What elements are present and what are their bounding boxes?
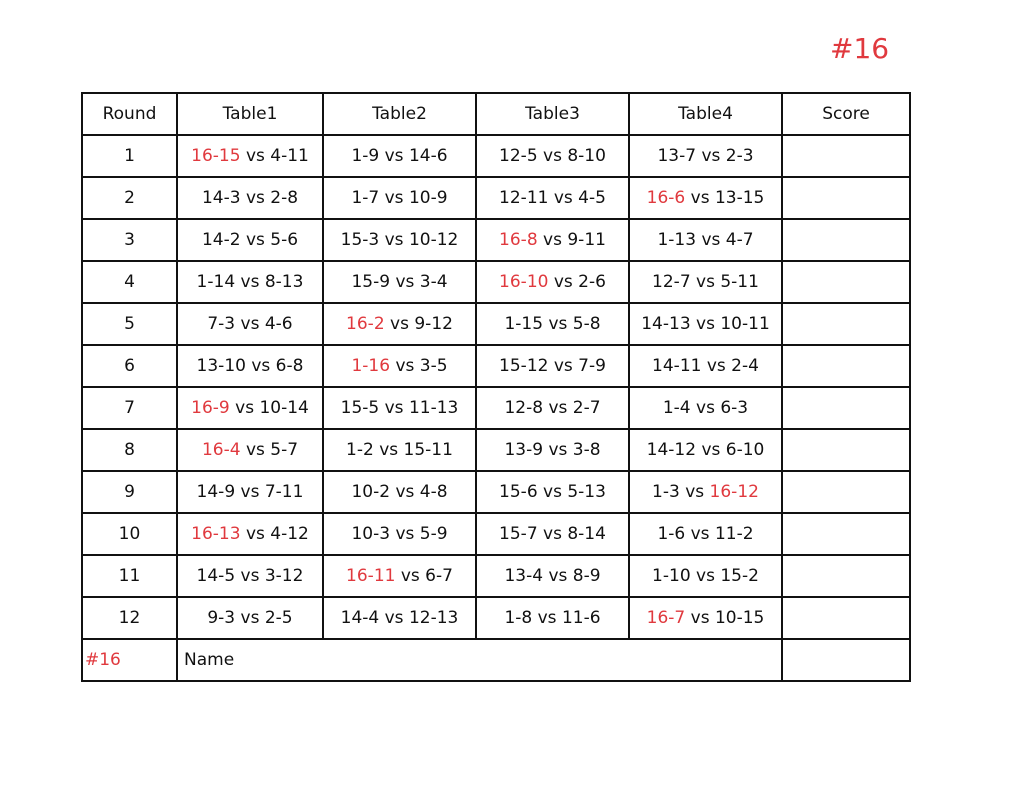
table-row bbox=[82, 597, 910, 639]
match-text: vs 3-5 bbox=[390, 356, 448, 376]
match-text: 15-6 vs 5-13 bbox=[499, 482, 606, 502]
match-cell-table2 bbox=[323, 513, 476, 555]
match-cell-table1 bbox=[177, 387, 323, 429]
match-text: 12-5 vs 8-10 bbox=[499, 146, 606, 166]
score-cell[interactable] bbox=[782, 345, 910, 387]
match-cell-table1 bbox=[177, 471, 323, 513]
match-text: 1-2 vs 15-11 bbox=[346, 440, 453, 460]
match-text: 14-2 vs 5-6 bbox=[201, 230, 299, 250]
table-row bbox=[82, 177, 910, 219]
highlight-pair: 16-13 bbox=[191, 524, 241, 544]
match-text: 10-2 vs 4-8 bbox=[351, 482, 448, 502]
match-text: 1-7 vs 10-9 bbox=[351, 188, 448, 208]
match-cell-table3 bbox=[476, 219, 629, 261]
score-cell[interactable] bbox=[782, 429, 910, 471]
score-cell[interactable] bbox=[782, 387, 910, 429]
highlight-pair: 16-9 bbox=[191, 398, 230, 418]
round-number: 10 bbox=[82, 513, 177, 555]
match-cell-table3 bbox=[476, 261, 629, 303]
score-cell[interactable] bbox=[782, 471, 910, 513]
round-number: 5 bbox=[82, 303, 177, 345]
match-text: 15-9 vs 3-4 bbox=[351, 272, 448, 292]
match-text: 1-13 vs 4-7 bbox=[657, 230, 754, 250]
match-text: 1-4 vs 6-3 bbox=[662, 398, 749, 418]
match-text: 13-10 vs 6-8 bbox=[196, 356, 304, 376]
match-cell-table2 bbox=[323, 387, 476, 429]
name-field[interactable] bbox=[177, 639, 782, 681]
match-text: vs 13-15 bbox=[685, 188, 765, 208]
score-cell[interactable] bbox=[782, 597, 910, 639]
table-row bbox=[82, 387, 910, 429]
highlight-pair: 16-4 bbox=[201, 440, 241, 460]
highlight-pair: 16-15 bbox=[191, 146, 241, 166]
match-text: vs 9-12 bbox=[384, 314, 453, 334]
match-text: 14-9 vs 7-11 bbox=[196, 482, 304, 502]
match-cell-table4 bbox=[629, 555, 782, 597]
match-cell-table3 bbox=[476, 345, 629, 387]
round-number: 3 bbox=[82, 219, 177, 261]
match-text: 1-14 vs 8-13 bbox=[196, 272, 304, 292]
match-cell-table4 bbox=[629, 513, 782, 555]
round-number: 4 bbox=[82, 261, 177, 303]
match-cell-table3 bbox=[476, 555, 629, 597]
score-cell[interactable] bbox=[782, 261, 910, 303]
highlight-pair: 1-16 bbox=[351, 356, 391, 376]
match-text: 1-6 vs 11-2 bbox=[657, 524, 754, 544]
match-text: 14-4 vs 12-13 bbox=[340, 608, 459, 628]
total-score-cell[interactable] bbox=[782, 639, 910, 681]
match-cell-table3 bbox=[476, 177, 629, 219]
match-cell-table2 bbox=[323, 555, 476, 597]
round-number: 2 bbox=[82, 177, 177, 219]
score-cell[interactable] bbox=[782, 177, 910, 219]
match-text: vs 10-14 bbox=[229, 398, 309, 418]
match-cell-table1 bbox=[177, 429, 323, 471]
match-text: 1-9 vs 14-6 bbox=[351, 146, 448, 166]
highlight-pair: 16-2 bbox=[346, 314, 385, 334]
table-row bbox=[82, 513, 910, 555]
match-text: 13-7 vs 2-3 bbox=[657, 146, 754, 166]
round-number: 1 bbox=[82, 135, 177, 177]
match-text: 12-7 vs 5-11 bbox=[652, 272, 759, 292]
highlight-pair: 16-8 bbox=[499, 230, 538, 250]
score-cell[interactable] bbox=[782, 219, 910, 261]
match-cell-table2 bbox=[323, 429, 476, 471]
header-score: Score bbox=[782, 93, 910, 135]
match-text: 13-4 vs 8-9 bbox=[504, 566, 601, 586]
match-text: 7-3 vs 4-6 bbox=[207, 314, 293, 334]
match-cell-table2 bbox=[323, 219, 476, 261]
highlight-pair: 16-12 bbox=[709, 482, 759, 502]
table-row bbox=[82, 471, 910, 513]
highlight-pair: 16-10 bbox=[499, 272, 549, 292]
highlight-pair: 16-11 bbox=[346, 566, 396, 586]
match-cell-table4 bbox=[629, 471, 782, 513]
match-cell-table2 bbox=[323, 303, 476, 345]
table-row bbox=[82, 429, 910, 471]
match-cell-table2 bbox=[323, 135, 476, 177]
highlight-pair: 16-6 bbox=[646, 188, 686, 208]
score-cell[interactable] bbox=[782, 555, 910, 597]
match-text: 14-13 vs 10-11 bbox=[641, 314, 770, 334]
match-text: vs 4-12 bbox=[240, 524, 309, 544]
page-number: #16 bbox=[830, 32, 890, 65]
match-text: 1-10 vs 15-2 bbox=[652, 566, 759, 586]
header-table2: Table2 bbox=[323, 93, 476, 135]
score-cell[interactable] bbox=[782, 135, 910, 177]
match-cell-table1 bbox=[177, 303, 323, 345]
match-text: 14-5 vs 3-12 bbox=[196, 566, 304, 586]
round-number: 9 bbox=[82, 471, 177, 513]
match-cell-table4 bbox=[629, 429, 782, 471]
match-cell-table3 bbox=[476, 513, 629, 555]
match-cell-table4 bbox=[629, 387, 782, 429]
round-number: 12 bbox=[82, 597, 177, 639]
match-cell-table3 bbox=[476, 135, 629, 177]
match-text: 13-9 vs 3-8 bbox=[504, 440, 601, 460]
header-table4: Table4 bbox=[629, 93, 782, 135]
table-row bbox=[82, 135, 910, 177]
match-cell-table2 bbox=[323, 177, 476, 219]
table-row bbox=[82, 345, 910, 387]
header-round: Round bbox=[82, 93, 177, 135]
match-text: vs 6-7 bbox=[395, 566, 453, 586]
match-cell-table1 bbox=[177, 345, 323, 387]
match-cell-table2 bbox=[323, 345, 476, 387]
match-cell-table3 bbox=[476, 303, 629, 345]
round-number: 8 bbox=[82, 429, 177, 471]
match-cell-table3 bbox=[476, 471, 629, 513]
match-text: 12-8 vs 2-7 bbox=[504, 398, 601, 418]
match-cell-table1 bbox=[177, 555, 323, 597]
match-text: 1-3 vs bbox=[652, 482, 710, 502]
match-text: vs 5-7 bbox=[240, 440, 299, 460]
match-cell-table4 bbox=[629, 219, 782, 261]
player-number-label: #16 bbox=[82, 639, 177, 681]
match-cell-table1 bbox=[177, 513, 323, 555]
match-text: 10-3 vs 5-9 bbox=[351, 524, 448, 544]
schedule-table bbox=[81, 92, 911, 682]
match-cell-table3 bbox=[476, 597, 629, 639]
header-table3: Table3 bbox=[476, 93, 629, 135]
match-cell-table2 bbox=[323, 261, 476, 303]
match-text: 15-7 vs 8-14 bbox=[499, 524, 606, 544]
match-cell-table1 bbox=[177, 177, 323, 219]
match-cell-table1 bbox=[177, 597, 323, 639]
match-cell-table1 bbox=[177, 135, 323, 177]
footer-row bbox=[82, 639, 910, 681]
match-cell-table4 bbox=[629, 345, 782, 387]
match-text: 14-11 vs 2-4 bbox=[652, 356, 759, 376]
match-cell-table2 bbox=[323, 597, 476, 639]
match-text: vs 10-15 bbox=[685, 608, 765, 628]
match-text: 1-15 vs 5-8 bbox=[504, 314, 601, 334]
match-cell-table3 bbox=[476, 387, 629, 429]
match-text: vs 9-11 bbox=[537, 230, 606, 250]
match-cell-table1 bbox=[177, 219, 323, 261]
match-cell-table4 bbox=[629, 177, 782, 219]
match-text: 12-11 vs 4-5 bbox=[499, 188, 606, 208]
score-cell[interactable] bbox=[782, 513, 910, 555]
match-cell-table4 bbox=[629, 597, 782, 639]
match-cell-table4 bbox=[629, 261, 782, 303]
match-cell-table4 bbox=[629, 303, 782, 345]
round-number: 7 bbox=[82, 387, 177, 429]
table-row bbox=[82, 303, 910, 345]
header-table1: Table1 bbox=[177, 93, 323, 135]
round-number: 6 bbox=[82, 345, 177, 387]
match-text: 1-8 vs 11-6 bbox=[504, 608, 601, 628]
match-cell-table2 bbox=[323, 471, 476, 513]
match-text: 15-12 vs 7-9 bbox=[499, 356, 606, 376]
match-cell-table4 bbox=[629, 135, 782, 177]
table-row bbox=[82, 261, 910, 303]
name-label: Name bbox=[184, 650, 235, 670]
match-text: vs 2-6 bbox=[548, 272, 606, 292]
header-row bbox=[82, 93, 910, 135]
match-cell-table1 bbox=[177, 261, 323, 303]
round-number: 11 bbox=[82, 555, 177, 597]
table-row bbox=[82, 219, 910, 261]
match-text: 9-3 vs 2-5 bbox=[207, 608, 293, 628]
match-text: 14-12 vs 6-10 bbox=[646, 440, 765, 460]
highlight-pair: 16-7 bbox=[646, 608, 686, 628]
table-row bbox=[82, 555, 910, 597]
match-text: vs 4-11 bbox=[240, 146, 309, 166]
match-text: 14-3 vs 2-8 bbox=[201, 188, 299, 208]
match-text: 15-3 vs 10-12 bbox=[340, 230, 459, 250]
score-cell[interactable] bbox=[782, 303, 910, 345]
match-text: 15-5 vs 11-13 bbox=[340, 398, 459, 418]
match-cell-table3 bbox=[476, 429, 629, 471]
